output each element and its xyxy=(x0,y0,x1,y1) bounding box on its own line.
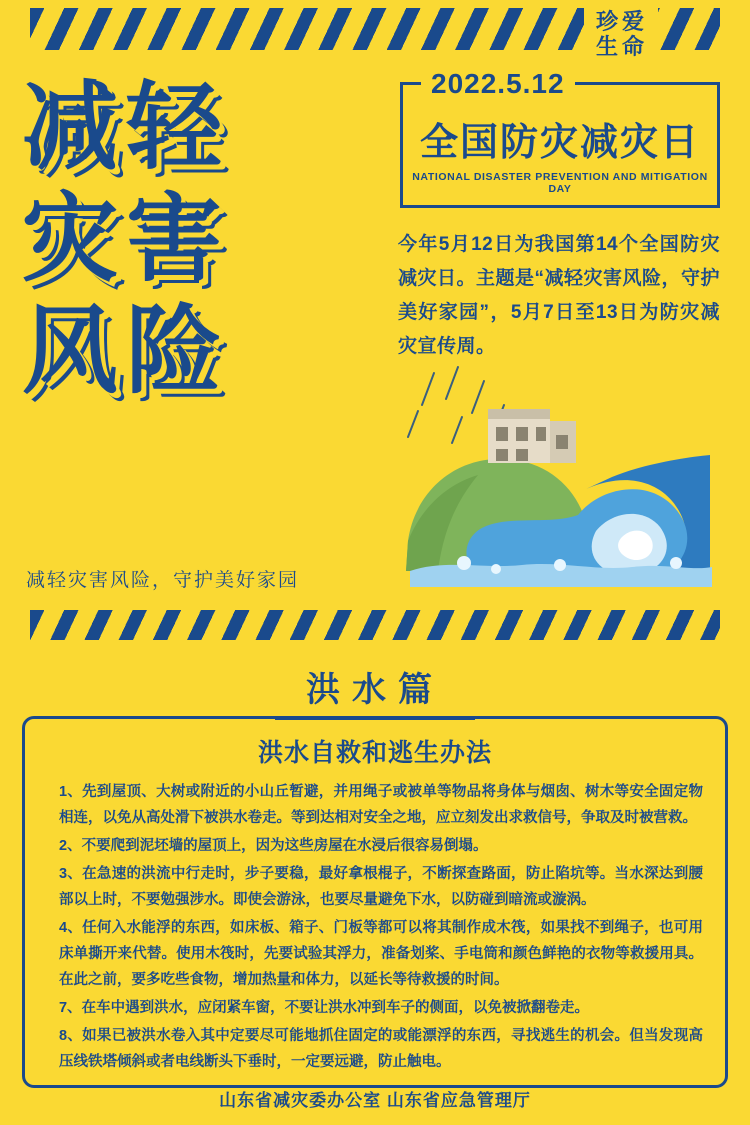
section-heading-label: 洪水篇 xyxy=(306,671,444,709)
cherish-life-line1: 珍爱 xyxy=(595,9,648,34)
cherish-life-line2: 生命 xyxy=(595,33,648,59)
slogan-text: 减轻灾害风险，守护美好家园 xyxy=(26,570,300,591)
tips-card-title: 洪水自救和逃生办法 xyxy=(257,739,492,767)
headline-line-2: 灾害 xyxy=(22,186,230,293)
stripe-bar-middle xyxy=(30,610,720,640)
intro-paragraph: 今年5月12日为我国第14个全国防灾减灾日。主题是“减轻灾害风险，守护美好家园”，5月7日至13日为防灾减灾宣传周。 xyxy=(398,234,721,357)
tip-item: 4、任何入水能浮的东西，如床板、箱子、门板等都可以将其制作成木筏，如果找不到绳子，也可用床单撕开来代替。使用木筏时，先要试验其浮力，准备划桨、手电筒和颜色鲜艳的衣物等救援用具。在此之前，要多吃些食物，增加热量和体力，以延长等待救援的时间。 xyxy=(59,920,703,988)
tip-item: 3、在急速的洪流中行走时，步子要稳，最好拿根棍子，不断探查路面，防止陷坑等。当水深达到腰部以上时，不要勉强涉水。即使会游泳，也要尽量避免下水，以防碰到暗流或漩涡。 xyxy=(59,866,703,908)
event-title-en: NATIONAL DISASTER PREVENTION AND MITIGATION DAY xyxy=(412,171,708,195)
cherish-life-stamp xyxy=(584,6,658,65)
flood-wave-house-illustration xyxy=(400,365,718,590)
section-heading xyxy=(0,662,750,720)
headline-line-1: 减轻 xyxy=(22,74,230,181)
footer-organizations: 山东省减灾委办公室 山东省应急管理厅 xyxy=(219,1091,531,1110)
date-title-box xyxy=(400,68,720,208)
tip-item: 2、不要爬到泥坯墙的屋顶上，因为这些房屋在水浸后很容易倒塌。 xyxy=(59,838,488,854)
tip-item: 1、先到屋顶、大树或附近的小山丘暂避，并用绳子或被单等物品将身体与烟囱、树木等安全固定物相连，以免从高处滑下被洪水卷走。等到达相对安全之地，应立刻发出求救信号，争取及时被营救。 xyxy=(59,784,703,826)
tip-item: 8、如果已被洪水卷入其中定要尽可能地抓住固定的或能漂浮的东西，寻找逃生的机会。但当发现高压线铁塔倾斜或者电线断头下垂时，一定要远避，防止触电。 xyxy=(59,1028,703,1070)
event-title-cn: 全国防灾减灾日 xyxy=(419,122,700,164)
tips-card xyxy=(22,716,728,1088)
page-title xyxy=(22,74,230,405)
event-date: 2022.5.12 xyxy=(421,68,575,100)
headline-line-3: 风险 xyxy=(22,298,230,405)
tip-item: 7、在车中遇到洪水，应闭紧车窗，不要让洪水冲到车子的侧面，以免被掀翻卷走。 xyxy=(59,1000,590,1016)
